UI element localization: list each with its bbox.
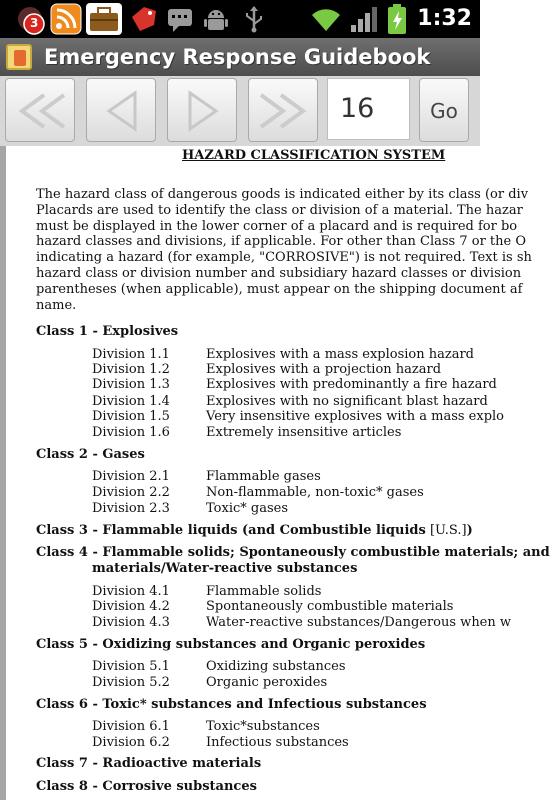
division-description: Spontaneously combustible materials bbox=[206, 599, 454, 614]
class-heading: Class 6 - Toxic* substances and Infectious substances bbox=[36, 697, 427, 712]
right-arrow-icon bbox=[168, 79, 238, 143]
paragraph-line: parentheses (when applicable), must appear on the shipping document af bbox=[36, 281, 523, 297]
document-page[interactable] bbox=[6, 146, 550, 800]
division-label: Division 2.2 bbox=[92, 485, 170, 500]
division-label: Division 2.3 bbox=[92, 501, 170, 516]
status-time: 1:32 bbox=[417, 6, 472, 31]
go-button[interactable]: Go bbox=[419, 78, 469, 142]
double-right-arrow-icon bbox=[249, 79, 319, 143]
division-label: Division 5.1 bbox=[92, 659, 170, 674]
class-title: Class 3 - Flammable liquids (and Combustible liquids bbox=[36, 523, 426, 538]
division-description: Infectious substances bbox=[206, 735, 349, 750]
division-label: Division 1.2 bbox=[92, 362, 170, 377]
division-description: Very insensitive explosives with a mass explo bbox=[206, 409, 505, 424]
division-label: Division 4.2 bbox=[92, 599, 170, 614]
class-heading: Class 7 - Radioactive materials bbox=[36, 756, 262, 771]
division-label: Division 6.1 bbox=[92, 719, 170, 734]
division-description: Flammable gases bbox=[206, 469, 321, 484]
briefcase-icon[interactable] bbox=[86, 3, 122, 35]
notification-count-icon[interactable] bbox=[14, 3, 46, 35]
paragraph-line: hazard class or division number and subsidiary hazard classes or division bbox=[36, 265, 522, 281]
paragraph-line: hazard classes and divisions, if applicable. For other than Class 7 or the O bbox=[36, 234, 527, 250]
division-description: Explosives with a projection hazard bbox=[206, 362, 442, 377]
class-heading-continued: materials/Water-reactive substances bbox=[92, 561, 358, 576]
guidebook-app-icon bbox=[6, 44, 32, 70]
left-arrow-icon bbox=[87, 79, 157, 143]
division-description: Explosives with a mass explosion hazard bbox=[206, 347, 474, 362]
paragraph-line: The hazard class of dangerous goods is indicated either by its class (or div bbox=[36, 187, 529, 202]
division-description: Oxidizing substances bbox=[206, 659, 346, 674]
paragraph-line: name. bbox=[36, 297, 77, 313]
division-description: Organic peroxides bbox=[206, 675, 328, 690]
class-heading bbox=[36, 523, 473, 539]
android-debug-icon[interactable] bbox=[200, 3, 232, 35]
division-label: Division 6.2 bbox=[92, 735, 170, 750]
double-left-arrow-icon bbox=[6, 79, 76, 143]
app-title: Emergency Response Guidebook bbox=[44, 45, 431, 69]
class-heading: Class 5 - Oxidizing substances and Organic peroxides bbox=[36, 637, 426, 652]
division-description: Explosives with predominantly a fire hazard bbox=[206, 377, 497, 392]
division-label: Division 1.1 bbox=[92, 347, 170, 362]
page-number-input[interactable]: 16 bbox=[327, 78, 410, 140]
paragraph-line: must be displayed in the lower corner of a placard and is required for bo bbox=[36, 218, 518, 234]
division-label: Division 1.6 bbox=[92, 425, 170, 440]
last-page-button[interactable] bbox=[248, 78, 318, 142]
division-description: Non-flammable, non-toxic* gases bbox=[206, 485, 424, 500]
usb-icon[interactable] bbox=[238, 3, 270, 35]
status-bar bbox=[0, 0, 480, 38]
signal-icon bbox=[348, 3, 380, 35]
chat-icon[interactable] bbox=[164, 3, 196, 35]
division-label: Division 2.1 bbox=[92, 469, 170, 484]
paragraph-line: indicating a hazard (for example, "CORROSIVE") is not required. Text is sh bbox=[36, 250, 532, 266]
class-heading: Class 8 - Corrosive substances bbox=[36, 779, 257, 794]
division-description: Explosives with no significant blast hazard bbox=[206, 394, 488, 409]
class-title-suffix: [U.S.] bbox=[429, 523, 467, 538]
division-label: Division 4.1 bbox=[92, 584, 170, 599]
division-label: Division 1.4 bbox=[92, 394, 170, 409]
class-title-close: ) bbox=[466, 523, 473, 538]
previous-page-button[interactable] bbox=[86, 78, 156, 142]
paragraph-line: Placards are used to identify the class or division of a material. The hazar bbox=[36, 202, 523, 218]
wifi-icon bbox=[310, 3, 342, 35]
rss-icon[interactable] bbox=[50, 3, 82, 35]
division-description: Extremely insensitive articles bbox=[206, 425, 402, 440]
battery-charging-icon bbox=[386, 3, 408, 35]
tag-icon[interactable] bbox=[128, 3, 160, 35]
first-page-button[interactable] bbox=[5, 78, 75, 142]
next-page-button[interactable] bbox=[167, 78, 237, 142]
page-heading: HAZARD CLASSIFICATION SYSTEM bbox=[182, 148, 446, 163]
division-description: Flammable solids bbox=[206, 584, 322, 599]
division-description: Water-reactive substances/Dangerous when w bbox=[206, 615, 512, 630]
division-label: Division 5.2 bbox=[92, 675, 170, 690]
division-description: Toxic*substances bbox=[206, 719, 320, 734]
class-heading: Class 4 - Flammable solids; Spontaneously combustible materials; and bbox=[36, 545, 550, 560]
division-label: Division 1.5 bbox=[92, 409, 170, 424]
class-heading: Class 1 - Explosives bbox=[36, 324, 179, 339]
intro-paragraph bbox=[36, 187, 532, 313]
division-label: Division 4.3 bbox=[92, 615, 170, 630]
division-label: Division 1.3 bbox=[92, 377, 170, 392]
division-description: Toxic* gases bbox=[206, 501, 288, 516]
class-heading: Class 2 - Gases bbox=[36, 447, 145, 462]
notification-badge: 3 bbox=[30, 16, 39, 30]
